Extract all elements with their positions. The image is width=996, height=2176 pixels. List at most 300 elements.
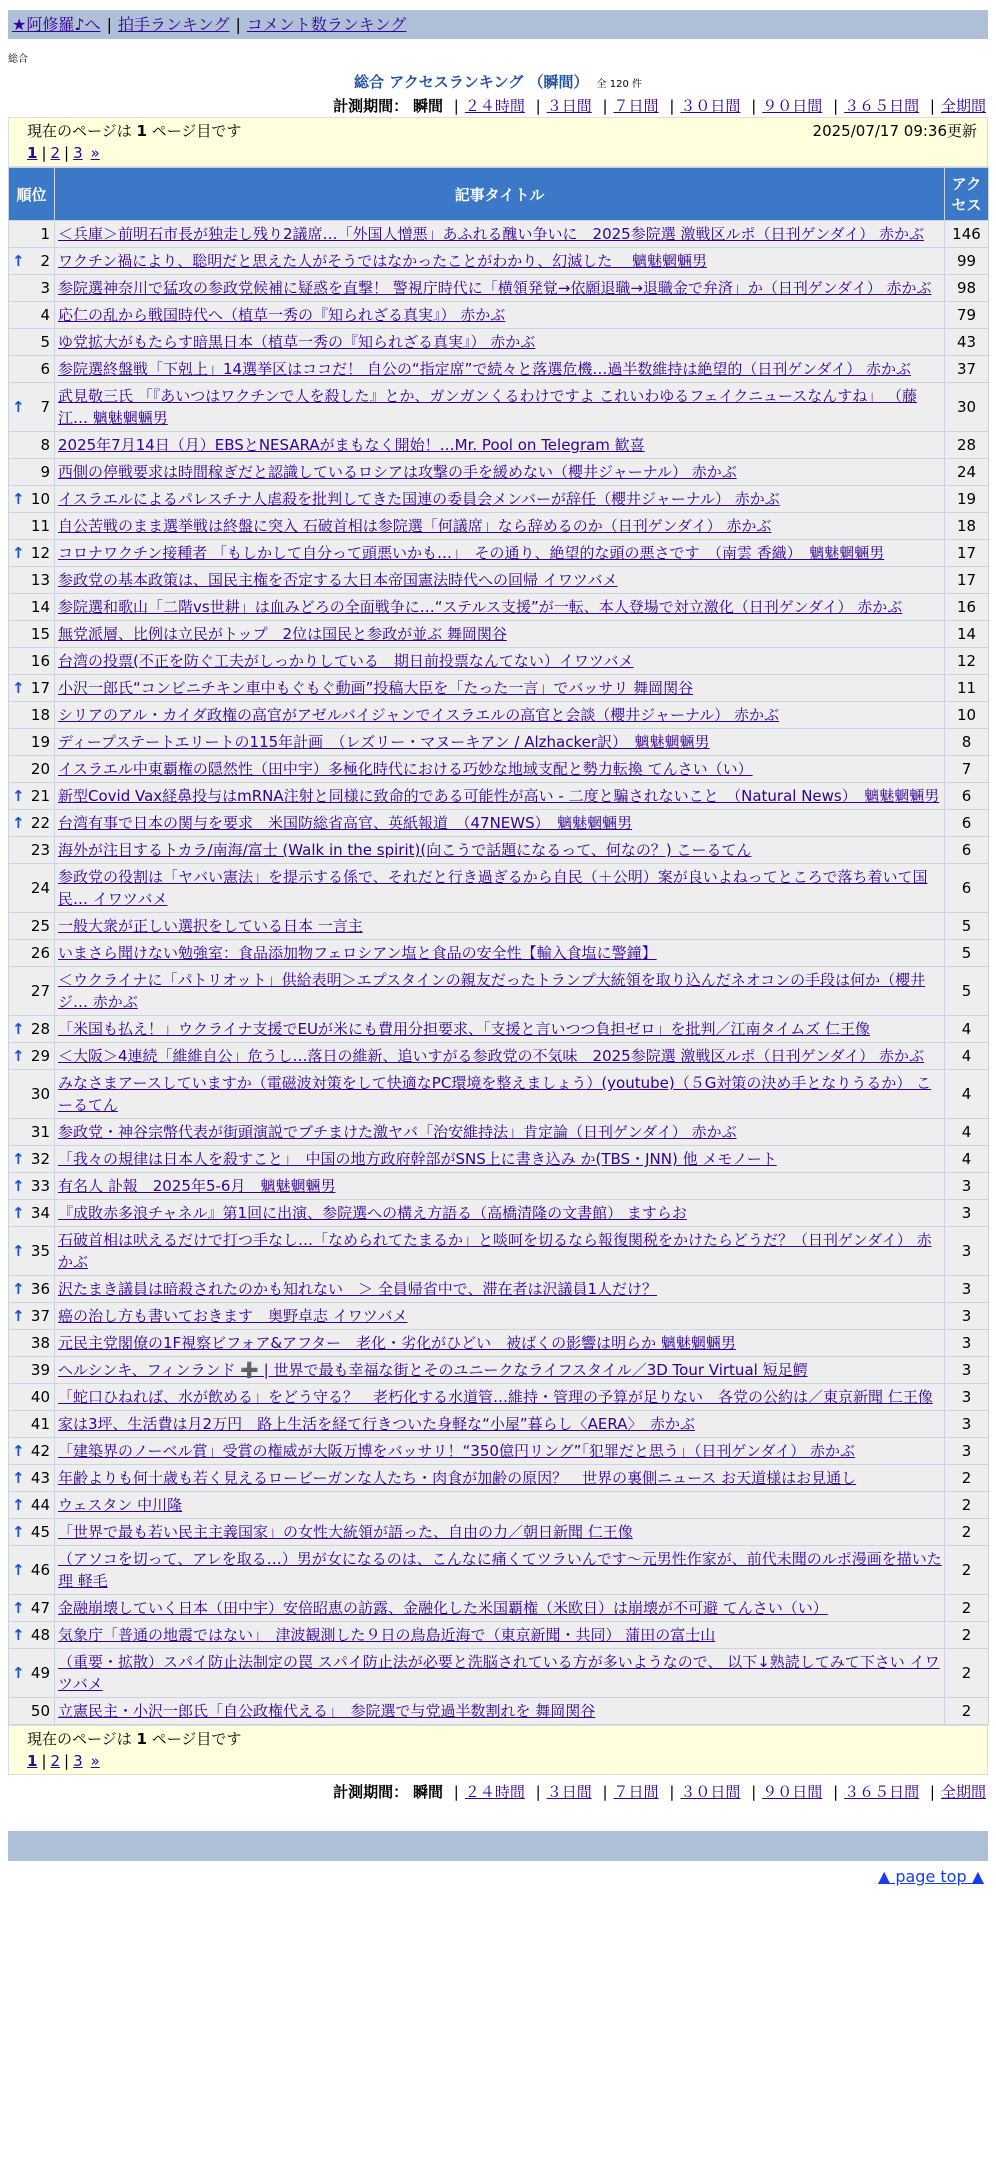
page-info-top — [8, 117, 988, 167]
period-link-all[interactable]: 全期間 — [940, 1783, 986, 1801]
access-count: 4 — [945, 1016, 989, 1043]
title-cell — [55, 356, 945, 383]
access-count: 4 — [945, 1070, 989, 1119]
arrow-up-icon: ↑ — [12, 679, 25, 697]
title-cell — [55, 675, 945, 702]
rank-cell — [9, 967, 55, 1016]
access-count: 5 — [945, 967, 989, 1016]
period-link-365d[interactable]: ３６５日間 — [844, 1783, 920, 1801]
table-row — [9, 810, 989, 837]
title-cell — [55, 1303, 945, 1330]
article-link[interactable]: 2025年7月14日（月）EBSとNESARAがまもなく開始！…Mr. Pool on Telegram 歓喜 — [58, 436, 645, 454]
article-link[interactable]: ヘルシンキ、フィンランド ➕ | 世界で最も幸福な街とそのユニークなライフスタイル／3D Tour Virtual 短足鰐 — [58, 1361, 808, 1379]
rank-cell — [9, 1276, 55, 1303]
access-count: 3 — [945, 1200, 989, 1227]
article-link[interactable]: ＜兵庫＞前明石市長が独走し残り2議席…「外国人憎悪」あふれる醜い争いに 2025参院選 激戦区ルポ（日刊ゲンダイ） 赤かぶ — [58, 225, 925, 243]
page-title-text: 総合 アクセスランキング （瞬間） — [354, 73, 589, 91]
access-count: 2 — [945, 1519, 989, 1546]
article-link[interactable]: 家は3坪、生活費は月2万円 路上生活を経て行きついた身軽な“小屋”暮らし〈AERA〉 赤かぶ — [58, 1415, 695, 1433]
next-page-link[interactable]: » — [90, 144, 100, 162]
rank-number: 45 — [30, 1523, 50, 1541]
arrow-up-icon: ↑ — [12, 252, 25, 270]
title-cell — [55, 1016, 945, 1043]
rank-cell — [9, 383, 55, 432]
rank-number: 1 — [40, 225, 50, 243]
page-title — [0, 72, 996, 95]
pagination-top: 1 | 2 | 3 » — [27, 144, 100, 162]
total-count: 全 120 件 — [596, 79, 642, 90]
access-count: 99 — [945, 248, 989, 275]
page-info-bottom — [8, 1725, 988, 1775]
article-link[interactable]: （アソコを切って、アレを取る…）男が女になるのは、こんなに痛くてツラいんです〜元男性作家が、前代未聞のルポ漫画を描いた理 軽毛 — [58, 1550, 942, 1590]
article-link[interactable]: いまさら聞けない勉強室：食品添加物フェロシアン塩と食品の安全性【輸入食塩に警鐘】 — [58, 944, 657, 962]
rank-number: 27 — [30, 982, 50, 1000]
table-row — [9, 486, 989, 513]
rank-cell — [9, 1649, 55, 1698]
article-link[interactable]: ゆ党拡大がもたらす暗黒日本（植草一秀の『知られざる真実』） 赤かぶ — [58, 333, 536, 351]
table-row — [9, 783, 989, 810]
article-link[interactable]: 参院選神奈川で猛攻の参政党候補に疑惑を直撃！ 警視庁時代に「横領発覚→依願退職→退職金で弁済」か（日刊ゲンダイ） 赤かぶ — [58, 279, 932, 297]
rank-number: 10 — [30, 490, 50, 508]
article-link[interactable]: 武見敬三氏 「『あいつはワクチンで人を殺した』とか、ガンガンくるわけですよ これいわゆるフェイクニュースなんすね」 （藤江… 魑魅魍魎男 — [58, 387, 917, 427]
article-link[interactable]: 参院選和歌山「二階vs世耕」は血みどろの全面戦争に…“ステルス支援”が一転、本人登場で対立激化（日刊ゲンダイ） 赤かぶ — [58, 598, 903, 616]
title-cell — [55, 967, 945, 1016]
article-link[interactable]: 西側の停戦要求は時間稼ぎだと認識しているロシアは攻撃の手を緩めない（櫻井ジャーナル） 赤かぶ — [58, 463, 737, 481]
title-cell — [55, 1438, 945, 1465]
access-count: 37 — [945, 356, 989, 383]
period-link-24h[interactable]: ２４時間 — [464, 1783, 525, 1801]
rank-number: 40 — [30, 1388, 50, 1406]
access-count: 10 — [945, 702, 989, 729]
article-link[interactable]: 「世界で最も若い民主主義国家」の女性大統領が語った、自由の力／朝日新聞 仁王像 — [58, 1523, 633, 1541]
rank-number: 19 — [30, 733, 50, 751]
article-link[interactable]: ＜ウクライナに「パトリオット」供給表明＞エプスタインの親友だったトランプ大統領を取り込んだネオコンの手段は何か（櫻井ジ… 赤かぶ — [58, 971, 926, 1011]
col-header-title: 記事タイトル — [55, 168, 945, 221]
table-row — [9, 221, 989, 248]
title-cell — [55, 1330, 945, 1357]
title-cell — [55, 594, 945, 621]
rank-number: 30 — [30, 1085, 50, 1103]
table-row — [9, 837, 989, 864]
period-link-7d[interactable]: ７日間 — [613, 1783, 659, 1801]
access-count: 3 — [945, 1173, 989, 1200]
rank-number: 48 — [30, 1626, 50, 1644]
access-count: 6 — [945, 810, 989, 837]
article-link[interactable]: シリアのアル・カイダ政権の高官がアゼルバイジャンでイスラエルの高官と会談（櫻井ジャーナル） 赤かぶ — [58, 706, 780, 724]
article-link[interactable]: ウェスタン 中川隆 — [58, 1496, 183, 1514]
table-row — [9, 756, 989, 783]
article-link[interactable]: 「建築界のノーベル賞」受賞の権威が大阪万博をバッサリ！“350億円リング”「犯罪だと思う」（日刊ゲンダイ） 赤かぶ — [58, 1442, 855, 1460]
article-link[interactable]: 「蛇口ひねれば、水が飲める」をどう守る？ 老朽化する水道管…維持・管理の予算が足りない 各党の公約は／東京新聞 仁王像 — [58, 1388, 933, 1406]
article-link[interactable]: みなさまアースしていますか（電磁波対策をして快適なPC環境を整えましょう）(youtube)（５G対策の決め手となりうるか） こーるてん — [58, 1074, 932, 1114]
rank-cell — [9, 1016, 55, 1043]
title-cell — [55, 221, 945, 248]
table-row — [9, 1016, 989, 1043]
page-link-2[interactable]: 2 — [50, 144, 61, 162]
rank-number: 47 — [30, 1599, 50, 1617]
period-link-30d[interactable]: ３０日間 — [680, 1783, 741, 1801]
access-count: 6 — [945, 783, 989, 810]
title-cell — [55, 940, 945, 967]
table-row — [9, 1146, 989, 1173]
access-count: 6 — [945, 837, 989, 864]
arrow-up-icon: ↑ — [12, 1150, 25, 1168]
title-cell — [55, 810, 945, 837]
title-cell — [55, 729, 945, 756]
period-link-90d[interactable]: ９０日間 — [762, 97, 823, 115]
rank-cell — [9, 513, 55, 540]
rank-number: 39 — [30, 1361, 50, 1379]
rank-cell — [9, 486, 55, 513]
period-label: 計測期間： — [333, 1783, 409, 1801]
arrow-up-icon: ↑ — [12, 814, 25, 832]
rank-cell — [9, 356, 55, 383]
arrow-up-icon: ↑ — [12, 1242, 25, 1260]
ranking-table — [8, 167, 989, 1725]
comment-ranking-link[interactable]: コメント数ランキング — [246, 15, 407, 34]
access-count: 7 — [945, 756, 989, 783]
rank-cell — [9, 1411, 55, 1438]
table-row — [9, 329, 989, 356]
article-link[interactable]: ディープステートエリートの115年計画 （レズリー・マヌーキアン / Alzhacker訳） 魑魅魍魎男 — [58, 733, 710, 751]
rank-number: 28 — [30, 1020, 50, 1038]
rank-number: 43 — [30, 1469, 50, 1487]
article-link[interactable]: ＜大阪＞4連続「維維自公」危うし…落日の維新、追いすがる参政党の不気味 2025参院選 激戦区ルポ（日刊ゲンダイ） 赤かぶ — [58, 1047, 925, 1065]
rank-cell — [9, 1146, 55, 1173]
article-link[interactable]: 参政党の役割は「ヤバい憲法」を提示する係で、それだと行き過ぎるから自民（＋公明）案が良いよねってところで落ち着いて国民… イワツバメ — [58, 868, 928, 908]
table-row — [9, 594, 989, 621]
current-page-text: 現在のページは 1 ページ目です — [27, 122, 242, 140]
article-link[interactable]: 『成敗赤多浪チャネル』第1回に出演、参院選への構え方語る（高橋清隆の文書館） ますらお — [58, 1204, 687, 1222]
table-row — [9, 540, 989, 567]
table-row — [9, 1411, 989, 1438]
rank-cell — [9, 913, 55, 940]
access-count: 17 — [945, 540, 989, 567]
rank-cell — [9, 864, 55, 913]
article-link[interactable]: 台湾有事で日本の関与を要求 米国防総省高官、英紙報道 （47NEWS） 魑魅魍魎男 — [58, 814, 633, 832]
access-count: 3 — [945, 1411, 989, 1438]
article-link[interactable]: 無党派層、比例は立民がトップ 2位は国民と参政が並ぶ 舞岡関谷 — [58, 625, 507, 643]
table-row — [9, 1649, 989, 1698]
rank-cell — [9, 1698, 55, 1725]
title-cell — [55, 1227, 945, 1276]
access-count: 3 — [945, 1330, 989, 1357]
period-label: 計測期間： — [333, 97, 409, 115]
table-row — [9, 513, 989, 540]
table-row — [9, 1698, 989, 1725]
access-count: 2 — [945, 1649, 989, 1698]
arrow-up-icon: ↑ — [12, 1523, 25, 1541]
page-link-3[interactable]: 3 — [73, 1752, 83, 1770]
rank-number: 15 — [30, 625, 50, 643]
title-cell — [55, 783, 945, 810]
article-link[interactable]: 沢たまき議員は暗殺されたのかも知れない ＞ 全員帰省中で、滞在者は沢議員1人だけ？ — [58, 1280, 658, 1298]
rank-cell — [9, 1119, 55, 1146]
table-row — [9, 1200, 989, 1227]
footer-bar — [8, 1831, 988, 1861]
access-count: 2 — [945, 1698, 989, 1725]
article-link[interactable]: 癌の治し方も書いておきます 奥野卓志 イワツバメ — [58, 1307, 408, 1325]
access-count: 146 — [945, 221, 989, 248]
nav-separator: | — [106, 15, 112, 34]
table-row — [9, 1227, 989, 1276]
rank-cell — [9, 1200, 55, 1227]
access-count: 2 — [945, 1595, 989, 1622]
arrow-up-icon: ↑ — [12, 1442, 25, 1460]
arrow-up-icon: ↑ — [12, 1020, 25, 1038]
rank-cell — [9, 1622, 55, 1649]
rank-cell — [9, 540, 55, 567]
access-count: 43 — [945, 329, 989, 356]
title-cell — [55, 513, 945, 540]
table-row — [9, 1043, 989, 1070]
title-cell — [55, 383, 945, 432]
table-row — [9, 432, 989, 459]
rank-cell — [9, 648, 55, 675]
nav-separator: | — [235, 15, 241, 34]
title-cell — [55, 248, 945, 275]
table-row — [9, 913, 989, 940]
rank-number: 4 — [40, 306, 50, 324]
arrow-up-icon: ↑ — [12, 1204, 25, 1222]
access-count: 5 — [945, 913, 989, 940]
article-link[interactable]: イスラエルによるパレスチナ人虐殺を批判してきた国連の委員会メンバーが辞任（櫻井ジャーナル） 赤かぶ — [58, 490, 780, 508]
category-label: 総合 — [8, 54, 28, 65]
article-link[interactable]: 台湾の投票(不正を防ぐ工夫がしっかりしている 期日前投票なんてない）イワツバメ — [58, 652, 634, 670]
article-link[interactable]: 自公苦戦のまま選挙戦は終盤に突入 石破首相は参院選「何議席」なら辞めるのか（日刊ゲンダイ） 赤かぶ — [58, 517, 772, 535]
table-row — [9, 1303, 989, 1330]
article-link[interactable]: 立憲民主・小沢一郎氏「自公政権代える」 参院選で与党過半数割れを 舞岡関谷 — [58, 1702, 596, 1720]
page-top-link[interactable]: ▲ page top ▲ — [877, 1867, 984, 1886]
rank-cell — [9, 1173, 55, 1200]
rank-number: 34 — [30, 1204, 50, 1222]
rank-number: 26 — [30, 944, 50, 962]
title-cell — [55, 1465, 945, 1492]
title-cell — [55, 1384, 945, 1411]
ranking-rows — [9, 221, 989, 1725]
article-link[interactable]: （重要・拡散）スパイ防止法制定の罠 スパイ防止法が必要と洗脳されている方が多いようなので、 以下↓熟読してみて下さい イワツバメ — [58, 1653, 940, 1693]
access-count: 14 — [945, 621, 989, 648]
title-cell — [55, 621, 945, 648]
table-row — [9, 459, 989, 486]
rank-cell — [9, 1330, 55, 1357]
table-row — [9, 567, 989, 594]
rank-cell — [9, 1492, 55, 1519]
rank-number: 33 — [30, 1177, 50, 1195]
article-link[interactable]: ワクチン禍により、聡明だと思えた人がそうではなかったことがわかり、幻滅した 魑魅魍魎男 — [58, 252, 708, 270]
article-link[interactable]: 元民主党閣僚の1F視察ビフォア&アフター 老化・劣化がひどい 被ばくの影響は明らか 魑魅魍魎男 — [58, 1334, 736, 1352]
rank-cell — [9, 837, 55, 864]
rank-number: 17 — [30, 679, 50, 697]
page-link-3[interactable]: 3 — [73, 144, 83, 162]
table-row — [9, 383, 989, 432]
article-link[interactable]: 金融崩壊していく日本（田中宇）安倍昭恵の訪露、金融化した米国覇権（米欧日）は崩壊が不可避 てんさい（い） — [58, 1599, 828, 1617]
article-link[interactable]: 海外が注目するトカラ/南海/富士 (Walk in the spirit)(向こうで話題になるって、何なの？) こーるてん — [58, 841, 752, 859]
rank-number: 25 — [30, 917, 50, 935]
rank-number: 24 — [30, 879, 50, 897]
period-link-3d[interactable]: ３日間 — [546, 97, 592, 115]
rank-cell — [9, 302, 55, 329]
rank-number: 5 — [40, 333, 50, 351]
access-count: 6 — [945, 864, 989, 913]
rank-cell — [9, 1043, 55, 1070]
table-row — [9, 675, 989, 702]
article-link[interactable]: 応仁の乱から戦国時代へ（植草一秀の『知られざる真実』） 赤かぶ — [58, 306, 506, 324]
title-cell — [55, 329, 945, 356]
title-cell — [55, 1146, 945, 1173]
access-count: 4 — [945, 1043, 989, 1070]
table-row — [9, 275, 989, 302]
access-count: 19 — [945, 486, 989, 513]
rank-cell — [9, 1519, 55, 1546]
article-link[interactable]: 石破首相は吠えるだけで打つ手なし…「なめられてたまるか」と啖呵を切るなら報復関税をかけたらどうだ？（日刊ゲンダイ） 赤かぶ — [58, 1231, 932, 1271]
rank-number: 31 — [30, 1123, 50, 1141]
period-link-365d[interactable]: ３６５日間 — [844, 97, 920, 115]
period-link-90d[interactable]: ９０日間 — [762, 1783, 823, 1801]
article-link[interactable]: イスラエル中東覇権の隠然性（田中宇）多極化時代における巧妙な地域支配と勢力転換 てんさい（い） — [58, 760, 753, 778]
title-cell — [55, 756, 945, 783]
rank-cell — [9, 248, 55, 275]
rank-number: 32 — [30, 1150, 50, 1168]
access-count: 2 — [945, 1546, 989, 1595]
access-count: 2 — [945, 1492, 989, 1519]
title-cell — [55, 702, 945, 729]
period-selector-top: 計測期間： 瞬間 | ２４時間 | ３日間 | ７日間 | ３０日間 | ９０日間 | ３６５日間 | 全期間 — [333, 97, 986, 115]
table-row — [9, 356, 989, 383]
rank-cell — [9, 1595, 55, 1622]
period-link-all[interactable]: 全期間 — [940, 97, 986, 115]
rank-number: 20 — [30, 760, 50, 778]
title-cell — [55, 1173, 945, 1200]
rank-cell — [9, 567, 55, 594]
article-link[interactable]: 参政党・神谷宗幣代表が街頭演説でブチまけた激ヤバ「治安維持法」肯定論（日刊ゲンダイ） 赤かぶ — [58, 1123, 737, 1141]
home-link[interactable]: ★阿修羅♪へ — [12, 15, 101, 34]
period-link-24h[interactable]: ２４時間 — [464, 97, 525, 115]
rank-number: 29 — [30, 1047, 50, 1065]
table-row — [9, 729, 989, 756]
rank-cell — [9, 1227, 55, 1276]
article-link[interactable]: 一般大衆が正しい選択をしている日本 一言主 — [58, 917, 363, 935]
page-link-2[interactable]: 2 — [50, 1752, 61, 1770]
rank-number: 3 — [40, 279, 50, 297]
current-page-text-bottom: 現在のページは 1 ページ目です — [27, 1730, 242, 1748]
title-cell — [55, 486, 945, 513]
title-cell — [55, 864, 945, 913]
arrow-up-icon: ↑ — [12, 1664, 25, 1682]
title-cell — [55, 1622, 945, 1649]
article-link[interactable]: 「我々の規律は日本人を殺すこと」 中国の地方政府幹部がSNS上に書き込み か(TBS・JNN) 他 メモノート — [58, 1150, 777, 1168]
title-cell — [55, 1119, 945, 1146]
table-row — [9, 1546, 989, 1595]
rank-cell — [9, 1384, 55, 1411]
article-link[interactable]: コロナワクチン接種者 「もしかして自分って頭悪いかも…」 その通り、絶望的な頭の悪さです （南雲 香織） 魑魅魍魎男 — [58, 544, 885, 562]
title-cell — [55, 1357, 945, 1384]
period-current: 瞬間 — [412, 97, 443, 115]
rank-number: 12 — [30, 544, 50, 562]
arrow-up-icon: ↑ — [12, 1599, 25, 1617]
rank-number: 49 — [30, 1664, 50, 1682]
title-cell — [55, 1411, 945, 1438]
rank-number: 13 — [30, 571, 50, 589]
access-count: 8 — [945, 729, 989, 756]
access-count: 3 — [945, 1384, 989, 1411]
period-link-30d[interactable]: ３０日間 — [680, 97, 741, 115]
rank-number: 44 — [30, 1496, 50, 1514]
article-link[interactable]: 有名人 訃報 2025年5-6月 魑魅魍魎男 — [58, 1177, 336, 1195]
table-row — [9, 1330, 989, 1357]
title-cell — [55, 1492, 945, 1519]
rank-number: 37 — [30, 1307, 50, 1325]
table-row — [9, 1384, 989, 1411]
title-cell — [55, 913, 945, 940]
rank-cell — [9, 432, 55, 459]
table-row — [9, 1438, 989, 1465]
arrow-up-icon: ↑ — [12, 1496, 25, 1514]
access-count: 79 — [945, 302, 989, 329]
article-link[interactable]: 小沢一郎氏“コンビニチキン車中もぐもぐ動画”投稿大臣を「たった一言」でバッサリ 舞岡関谷 — [58, 679, 694, 697]
access-count: 2 — [945, 1465, 989, 1492]
article-link[interactable]: 年齢よりも何十歳も若く見えるロービーガンな人たち・肉食が加齢の原因？ 世界の裏側ニュース お天道様はお見通し — [58, 1469, 857, 1487]
access-count: 2 — [945, 1622, 989, 1649]
rank-cell — [9, 221, 55, 248]
article-link[interactable]: 新型Covid Vax経鼻投与はmRNA注射と同様に致命的である可能性が高い - 二度と騙されないこと （Natural News） 魑魅魍魎男 — [58, 787, 940, 805]
period-selector-bottom: 計測期間： 瞬間 | ２４時間 | ３日間 | ７日間 | ３０日間 | ９０日間 | ３６５日間 | 全期間 — [333, 1783, 986, 1801]
rank-cell — [9, 1546, 55, 1595]
next-page-link[interactable]: » — [90, 1752, 100, 1770]
page-link-1[interactable]: 1 — [27, 144, 38, 162]
applause-ranking-link[interactable]: 拍手ランキング — [117, 15, 230, 34]
table-row — [9, 1070, 989, 1119]
rank-number: 16 — [30, 652, 50, 670]
access-count: 16 — [945, 594, 989, 621]
title-cell — [55, 1595, 945, 1622]
table-row — [9, 1357, 989, 1384]
pagination-bottom: 1 | 2 | 3 » — [27, 1752, 100, 1770]
access-count: 4 — [945, 1119, 989, 1146]
article-link[interactable]: 気象庁「普通の地震ではない」 津波観測した９日の鳥島近海で（東京新聞・共同） 蒲田の富士山 — [58, 1626, 716, 1644]
rank-number: 23 — [30, 841, 50, 859]
article-link[interactable]: 参政党の基本政策は、国民主権を否定する大日本帝国憲法時代への回帰 イワツバメ — [58, 571, 618, 589]
rank-cell — [9, 621, 55, 648]
rank-number: 46 — [30, 1561, 50, 1579]
rank-cell — [9, 729, 55, 756]
period-link-7d[interactable]: ７日間 — [613, 97, 659, 115]
rank-cell — [9, 756, 55, 783]
page-link-1[interactable]: 1 — [27, 1752, 38, 1770]
article-link[interactable]: 「米国も払え！」ウクライナ支援でEUが米にも費用分担要求、「支援と言いつつ負担ゼロ」を批判／江南タイムズ 仁王像 — [58, 1020, 870, 1038]
title-cell — [55, 648, 945, 675]
rank-number: 7 — [40, 398, 50, 416]
access-count: 18 — [945, 513, 989, 540]
access-count: 5 — [945, 940, 989, 967]
period-current: 瞬間 — [412, 1783, 443, 1801]
access-count: 4 — [945, 1146, 989, 1173]
rank-cell — [9, 675, 55, 702]
arrow-up-icon: ↑ — [12, 1307, 25, 1325]
table-row — [9, 621, 989, 648]
rank-cell — [9, 1438, 55, 1465]
rank-number: 6 — [40, 360, 50, 378]
rank-number: 2 — [40, 252, 50, 270]
article-link[interactable]: 参院選終盤戦「下剋上」14選挙区はココだ！ 自公の“指定席”で続々と落選危機…過半数維持は絶望的（日刊ゲンダイ） 赤かぶ — [58, 360, 911, 378]
period-link-3d[interactable]: ３日間 — [546, 1783, 592, 1801]
title-cell — [55, 1546, 945, 1595]
title-cell — [55, 459, 945, 486]
col-header-rank: 順位 — [9, 168, 55, 221]
title-cell — [55, 837, 945, 864]
rank-number: 42 — [30, 1442, 50, 1460]
rank-cell — [9, 810, 55, 837]
